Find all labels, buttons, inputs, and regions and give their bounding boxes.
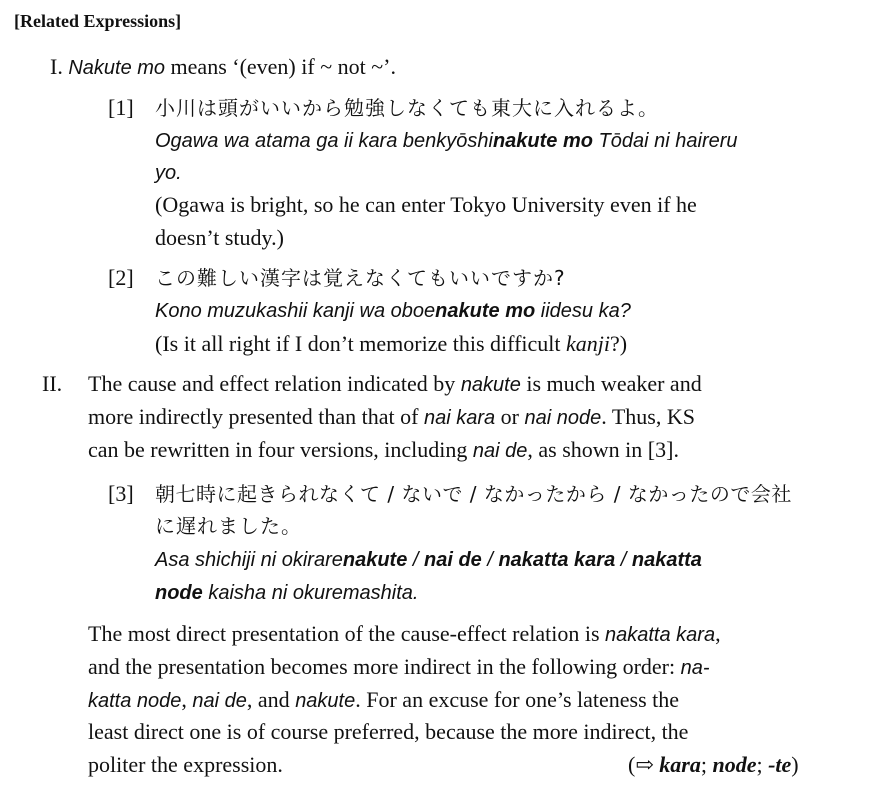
xref-link-te[interactable]: -te (768, 752, 792, 777)
italic-term: na- (680, 657, 710, 679)
heading: [Related Expressions] (14, 11, 182, 31)
section-2-line-2 (88, 404, 695, 431)
example-2-japanese: この難しい漢字は覚えなくてもいいですか? (155, 266, 566, 290)
section-2-line-1 (88, 371, 702, 398)
english-part: (Is it all right if I don’t memorize this difficult (155, 331, 566, 356)
xref-sep: ; (756, 752, 769, 777)
example-3-romaji-line-2 (155, 580, 418, 606)
example-1-number: [1] (108, 95, 134, 120)
english-italic: kanji (566, 331, 610, 356)
english-part: ?) (610, 331, 628, 356)
text-part: The most direct presentation of the cause-effect relation is (88, 621, 605, 646)
cross-reference (628, 752, 799, 778)
romaji-part: kaisha ni okuremashita. (202, 582, 419, 604)
romaji-part: Ogawa wa atama ga ii kara benkyōshi (155, 130, 493, 152)
term-nakute-mo: Nakute mo (68, 57, 166, 79)
definition-text-c: ’. (383, 54, 396, 79)
example-3-japanese-line-1: 朝七時に起きられなくて / ないで / なかったから / なかったので会社 (155, 482, 792, 506)
xref-link-node[interactable]: node (712, 752, 757, 777)
paragraph-line-2 (88, 654, 710, 681)
example-3-romaji-line-1 (155, 547, 702, 573)
romaji-bold: nakatta (631, 549, 702, 571)
tilde-1: ~ (320, 54, 333, 79)
paragraph-line-4: least direct one is of course preferred, because the more indirect, the (88, 719, 689, 744)
romaji-part: Tōdai ni haireru (593, 130, 738, 152)
example-2-number: [2] (108, 265, 134, 290)
romaji-part: / (615, 549, 632, 571)
example-1-romaji-line-2: yo. (155, 162, 182, 184)
text-part: , (715, 621, 721, 646)
italic-term: nakute (295, 690, 356, 712)
italic-term: nai kara (424, 407, 496, 429)
romaji-part: iidesu ka? (535, 300, 631, 322)
text-part: or (495, 404, 525, 429)
italic-term: nai de (472, 440, 528, 462)
italic-term: katta node (88, 690, 182, 712)
xref-close: ) (791, 752, 799, 777)
example-2-english (155, 331, 627, 357)
italic-term: nakatta kara (605, 624, 716, 646)
text-part: . For an excuse for one’s lateness the (355, 687, 680, 712)
example-1-romaji-line-1 (155, 128, 738, 154)
italic-term: nai node (524, 407, 602, 429)
text-part: , and (246, 687, 296, 712)
paragraph-line-1 (88, 621, 721, 648)
romaji-bold: nakatta kara (498, 549, 616, 571)
romaji-bold: nakute (342, 549, 408, 571)
example-1-japanese: 小川は頭がいいから勉強しなくても東大に入れるよ。 (155, 96, 659, 120)
tilde-2: ~ (371, 54, 384, 79)
definition-text-a: means ‘(even) if (165, 54, 321, 79)
romaji-bold: node (155, 582, 203, 604)
definition-text-b: not (332, 54, 372, 79)
xref-open: (⇨ (628, 752, 660, 777)
text-part: The cause and effect relation indicated by (88, 371, 461, 396)
text-part: , as shown in [3]. (527, 437, 679, 462)
text-part: can be rewritten in four versions, including (88, 437, 473, 462)
romaji-part: Asa shichiji ni okirare (155, 549, 343, 571)
romaji-bold: nai de (424, 549, 482, 571)
section-2-number: II. (42, 371, 63, 396)
example-1-english-line-2: doesn’t study.) (155, 225, 284, 250)
paragraph-line-3 (88, 687, 679, 714)
text-part: more indirectly presented than that of (88, 404, 424, 429)
section-1-definition (50, 54, 396, 81)
text-part: is much weaker and (520, 371, 702, 396)
text-part: and the presentation becomes more indirect in the following order: (88, 654, 681, 679)
text-part: . Thus, KS (601, 404, 695, 429)
example-3-japanese-line-2: に遅れました。 (155, 514, 302, 538)
example-1-english-line-1: (Ogawa is bright, so he can enter Tokyo University even if he (155, 192, 697, 217)
romaji-bold: nakute mo (435, 300, 536, 322)
italic-term: nai de (192, 690, 247, 712)
romaji-part: / (481, 549, 499, 571)
paragraph-line-5: politer the expression. (88, 752, 283, 777)
example-3-number: [3] (108, 481, 134, 506)
romaji-part: Kono muzukashii kanji wa oboe (155, 300, 436, 322)
italic-term: nakute (460, 374, 521, 396)
text-part: , (181, 687, 193, 712)
romaji-bold: nakute mo (492, 130, 593, 152)
section-1-number: I. (50, 54, 63, 79)
section-2-line-3 (88, 437, 679, 464)
romaji-part: / (407, 549, 424, 571)
example-2-romaji (155, 298, 631, 324)
xref-link-kara[interactable]: kara (659, 752, 701, 777)
xref-sep: ; (700, 752, 713, 777)
